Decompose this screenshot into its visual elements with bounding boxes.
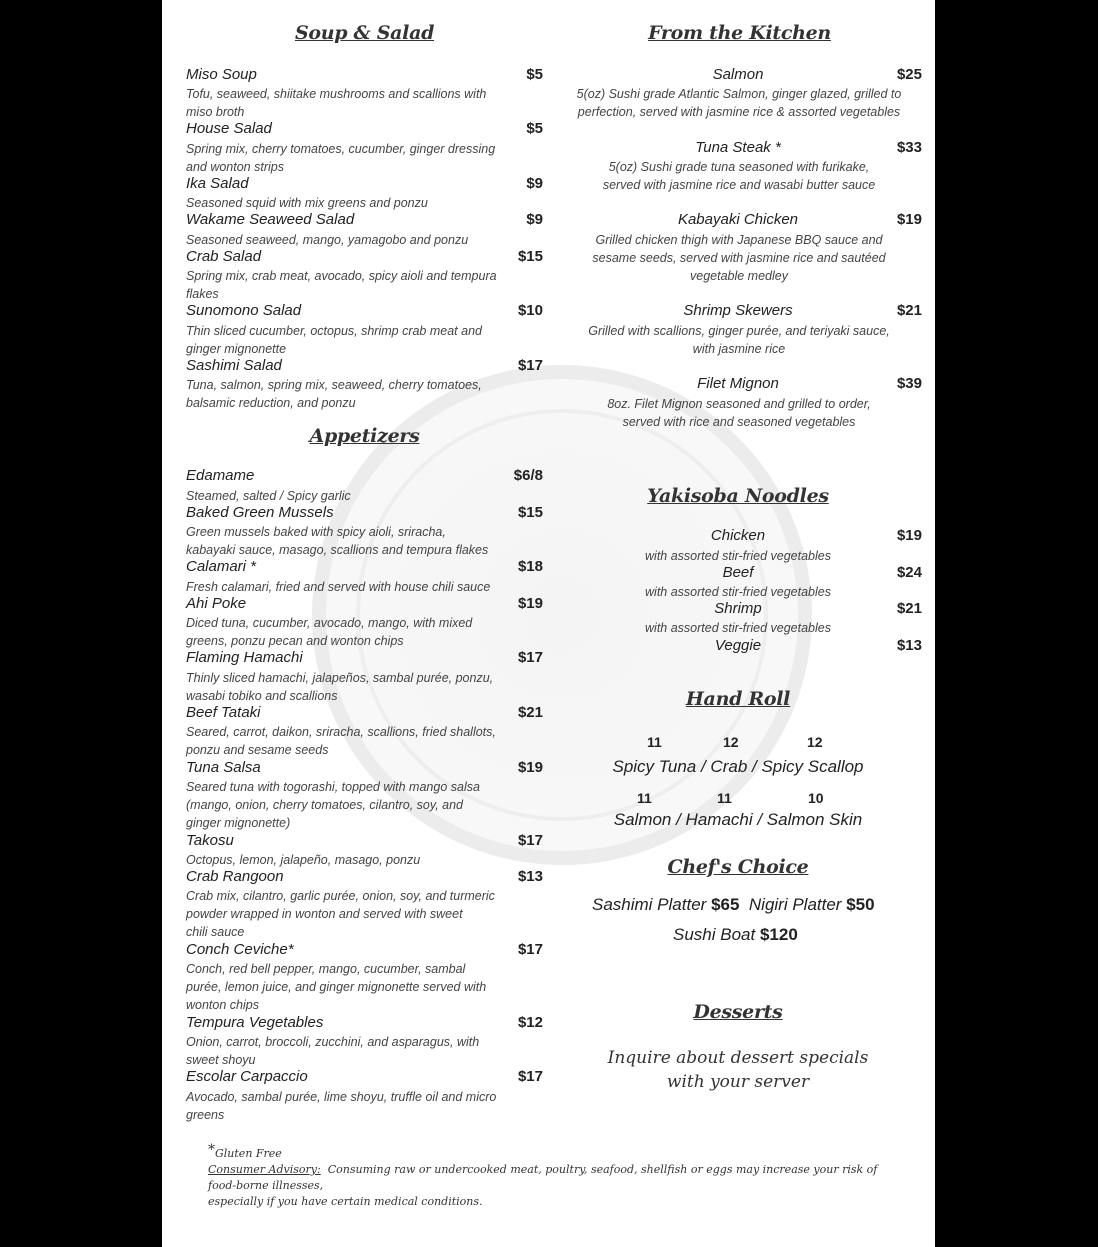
menu-item-price: $17 [517, 941, 543, 958]
menu-item-desc: with assorted stir-fried vegetables [645, 621, 831, 635]
menu-item-name: Edamame [186, 467, 255, 484]
menu-item-desc: Seasoned seaweed, mango, yamagobo and ponzu [186, 233, 469, 247]
menu-item-name: Flaming Hamachi [186, 649, 303, 666]
menu-item-price: $13 [896, 637, 922, 654]
dessert-note: Inquire about dessert specials with your server [607, 1048, 869, 1092]
menu-item-name: Sashimi Salad [186, 357, 282, 374]
menu-item-desc: Seasoned squid with mix greens and ponzu [186, 196, 428, 210]
menu-item-desc: Grilled chicken thigh with Japanese BBQ sauce and sesame seeds, served with jasmine rice and sautéed vegetable medley [592, 233, 886, 283]
menu-item-name: Crab Salad [186, 248, 262, 265]
menu-item-name: Sunomono Salad [186, 302, 302, 319]
menu-item-name: Beef Tataki [186, 704, 261, 721]
hand-roll-price: 11 [637, 790, 652, 806]
menu-item-name: Filet Mignon [697, 375, 779, 392]
menu-item-desc: Tofu, seaweed, shiitake mushrooms and scallions with miso broth [186, 87, 487, 119]
menu-item-price: $19 [896, 211, 922, 228]
menu-item-desc: Grilled with scallions, ginger purée, and teriyaki sauce, with jasmine rice [588, 324, 890, 356]
menu-item-name: Shrimp [714, 600, 762, 617]
menu-item-desc: Onion, carrot, broccoli, zucchini, and asparagus, with sweet shoyu [186, 1035, 480, 1067]
hand-roll-price: 12 [807, 734, 823, 750]
menu-item-desc: Octopus, lemon, jalapeño, masago, ponzu [186, 853, 421, 867]
menu-item-desc: Thin sliced cucumber, octopus, shrimp crab meat and ginger mignonette [186, 324, 482, 356]
appetizers-heading: Appetizers [309, 425, 420, 447]
menu-item-name: Baked Green Mussels [186, 504, 334, 521]
menu-item-price: $39 [896, 375, 922, 392]
menu-item-price: $5 [526, 66, 543, 83]
menu-item-price: $9 [526, 175, 543, 192]
menu-item-name: Miso Soup [186, 66, 257, 83]
menu-item-name: Crab Rangoon [186, 868, 284, 885]
menu-item-desc: Tuna, salmon, spring mix, seaweed, cherry tomatoes, balsamic reduction, and ponzu [186, 378, 482, 410]
consumer-advisory: Consumer Advisory: Consuming raw or undercooked meat, poultry, seafood, shellfish or eggs may increase your risk of food-borne illnesses, especially if you have certain medical conditions. [208, 1163, 878, 1208]
menu-item-name: Takosu [186, 832, 234, 849]
menu-item-name: Wakame Seaweed Salad [186, 211, 355, 228]
menu-item-name: Chicken [710, 527, 766, 544]
menu-item-price: $17 [517, 832, 543, 849]
menu-item-price: $17 [517, 649, 543, 666]
from-the-kitchen-heading: From the Kitchen [648, 22, 831, 44]
hand-roll-heading: Hand Roll [685, 688, 791, 710]
menu-item-price: $13 [517, 868, 543, 885]
gluten-free-note: *Gluten Free [208, 1142, 282, 1160]
hand-roll-names: Salmon / Hamachi / Salmon Skin [613, 810, 863, 829]
menu-item-price: $19 [896, 527, 922, 544]
menu-item-price: $25 [896, 66, 922, 83]
menu-item-desc: with assorted stir-fried vegetables [645, 585, 831, 599]
menu-item-price: $12 [517, 1014, 543, 1031]
menu-item-desc: with assorted stir-fried vegetables [645, 549, 831, 563]
sushi-boat: Sushi Boat $120 [673, 925, 798, 944]
hand-roll-price: 10 [808, 790, 824, 806]
menu-item-price: $24 [896, 564, 922, 581]
menu-item-name: Shrimp Skewers [683, 302, 793, 319]
menu-item-name: Conch Ceviche* [186, 941, 294, 958]
menu-item-desc: Fresh calamari, fried and served with house chili sauce [186, 580, 491, 594]
menu-item-desc: Diced tuna, cucumber, avocado, mango, with mixed greens, ponzu pecan and wonton chips [186, 616, 473, 648]
menu-item-name: Ahi Poke [186, 595, 247, 612]
menu-item-desc: 8oz. Filet Mignon seasoned and grilled to order, served with rice and seasoned vegetables [607, 397, 871, 429]
menu-item-price: $21 [896, 600, 922, 617]
menu-item-desc: Spring mix, cherry tomatoes, cucumber, ginger dressing and wonton strips [186, 142, 496, 174]
menu-item-price: $10 [517, 302, 543, 319]
menu-item-desc: Spring mix, crab meat, avocado, spicy aioli and tempura flakes [186, 269, 497, 301]
hand-roll-price: 11 [717, 790, 732, 806]
menu-item-price: $6/8 [513, 467, 543, 484]
menu-item-price: $19 [517, 759, 543, 776]
menu-item-price: $15 [517, 504, 543, 521]
menu-item-price: $21 [517, 704, 543, 721]
menu-item-desc: Avocado, sambal purée, lime shoyu, truffle oil and micro greens [186, 1090, 497, 1122]
menu-page [162, 0, 935, 1247]
menu-item-name: Kabayaki Chicken [677, 211, 799, 228]
menu-item-desc: 5(oz) Sushi grade tuna seasoned with furikake, served with jasmine rice and wasabi butter sauce [602, 160, 876, 192]
menu-item-desc: Green mussels baked with spicy aioli, sriracha, kabayaki sauce, masago, scallions and tempura flakes [186, 525, 489, 557]
menu-item-desc: Crab mix, cilantro, garlic purée, onion, soy, and turmeric powder wrapped in wonton and served with sweet chili sauce [186, 889, 495, 939]
menu-item-price: $19 [517, 595, 543, 612]
menu-item-name: Veggie [714, 637, 762, 654]
menu-item-desc: Seared tuna with togorashi, topped with mango salsa (mango, onion, cherry tomatoes, cilantro, soy, and ginger mignonette) [186, 780, 480, 830]
menu-item-name: Beef [722, 564, 754, 581]
menu-item-price: $21 [896, 302, 922, 319]
menu-item-price: $5 [526, 120, 543, 137]
menu-item-name: Tempura Vegetables [186, 1014, 324, 1031]
menu-item-price: $17 [517, 1068, 543, 1085]
menu-item-name: Calamari * [186, 558, 257, 575]
menu-item-price: $9 [526, 211, 543, 228]
menu-item-price: $15 [517, 248, 543, 265]
hand-roll-price: 11 [647, 734, 662, 750]
menu-item-name: Tuna Salsa [186, 759, 261, 776]
yakisoba-heading: Yakisoba Noodles [647, 485, 829, 507]
menu-item-name: Salmon [712, 66, 764, 83]
menu-item-name: House Salad [186, 120, 272, 137]
menu-item-desc: 5(oz) Sushi grade Atlantic Salmon, ginger glazed, grilled to perfection, served with jasmine rice & assorted vegetables [576, 87, 902, 119]
sashimi-platter: Sashimi Platter $65 Nigiri Platter $50 [592, 895, 875, 914]
menu-item-price: $17 [517, 357, 543, 374]
menu-item-desc: Thinly sliced hamachi, jalapeños, sambal purée, ponzu, wasabi tobiko and scallions [186, 671, 494, 703]
menu-item-price: $33 [896, 139, 922, 156]
menu-item-desc: Conch, red bell pepper, mango, cucumber, sambal purée, lemon juice, and ginger mignonette served with wonton chips [186, 962, 487, 1012]
soup-salad-heading: Soup & Salad [294, 22, 435, 44]
menu-item-name: Tuna Steak * [695, 139, 781, 156]
menu-item-price: $18 [517, 558, 543, 575]
hand-roll-names: Spicy Tuna / Crab / Spicy Scallop [612, 757, 864, 776]
chefs-choice-heading: Chef's Choice [667, 856, 809, 878]
menu-item-desc: Seared, carrot, daikon, sriracha, scallions, fried shallots, ponzu and sesame seeds [186, 725, 496, 757]
hand-roll-price: 12 [723, 734, 739, 750]
menu-item-name: Ika Salad [186, 175, 249, 192]
menu-item-name: Escolar Carpaccio [186, 1068, 308, 1085]
menu-item-desc: Steamed, salted / Spicy garlic [186, 489, 351, 503]
desserts-heading: Desserts [693, 1001, 783, 1023]
